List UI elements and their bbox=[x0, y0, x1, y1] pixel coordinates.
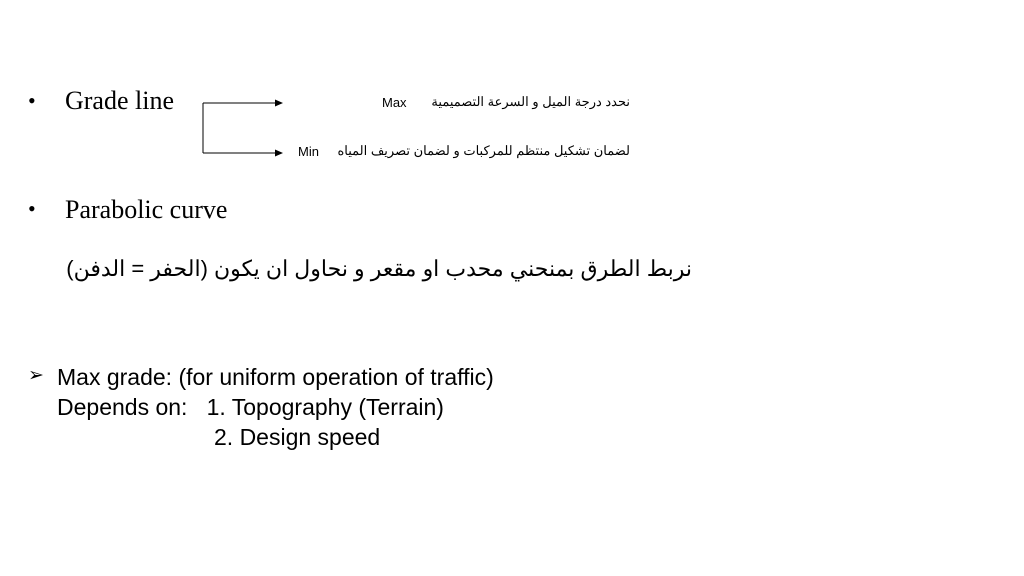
arrow-bullet-icon: ➢ bbox=[28, 365, 44, 386]
bullet-grade-line: • bbox=[28, 88, 36, 113]
max-arabic-text: نحدد درجة الميل و السرعة التصميمية bbox=[431, 94, 630, 109]
design-speed-line: 2. Design speed bbox=[214, 424, 381, 450]
parabolic-curve-heading: Parabolic curve bbox=[65, 195, 228, 224]
min-label: Min bbox=[298, 144, 319, 159]
depends-on-line: Depends on: 1. Topography (Terrain) bbox=[57, 394, 444, 420]
bullet-parabolic-curve: • bbox=[28, 196, 36, 221]
parabolic-arabic-line: نربط الطرق بمنحني محدب او مقعر و نحاول ان يكون (الحفر = الدفن) bbox=[66, 256, 692, 281]
min-arabic-text: لضمان تشكيل منتظم للمركبات و لضمان تصريف المياه bbox=[337, 143, 630, 158]
max-grade-line: Max grade: (for uniform operation of traffic) bbox=[57, 364, 494, 390]
grade-line-heading: Grade line bbox=[65, 86, 175, 115]
max-label: Max bbox=[382, 95, 407, 110]
